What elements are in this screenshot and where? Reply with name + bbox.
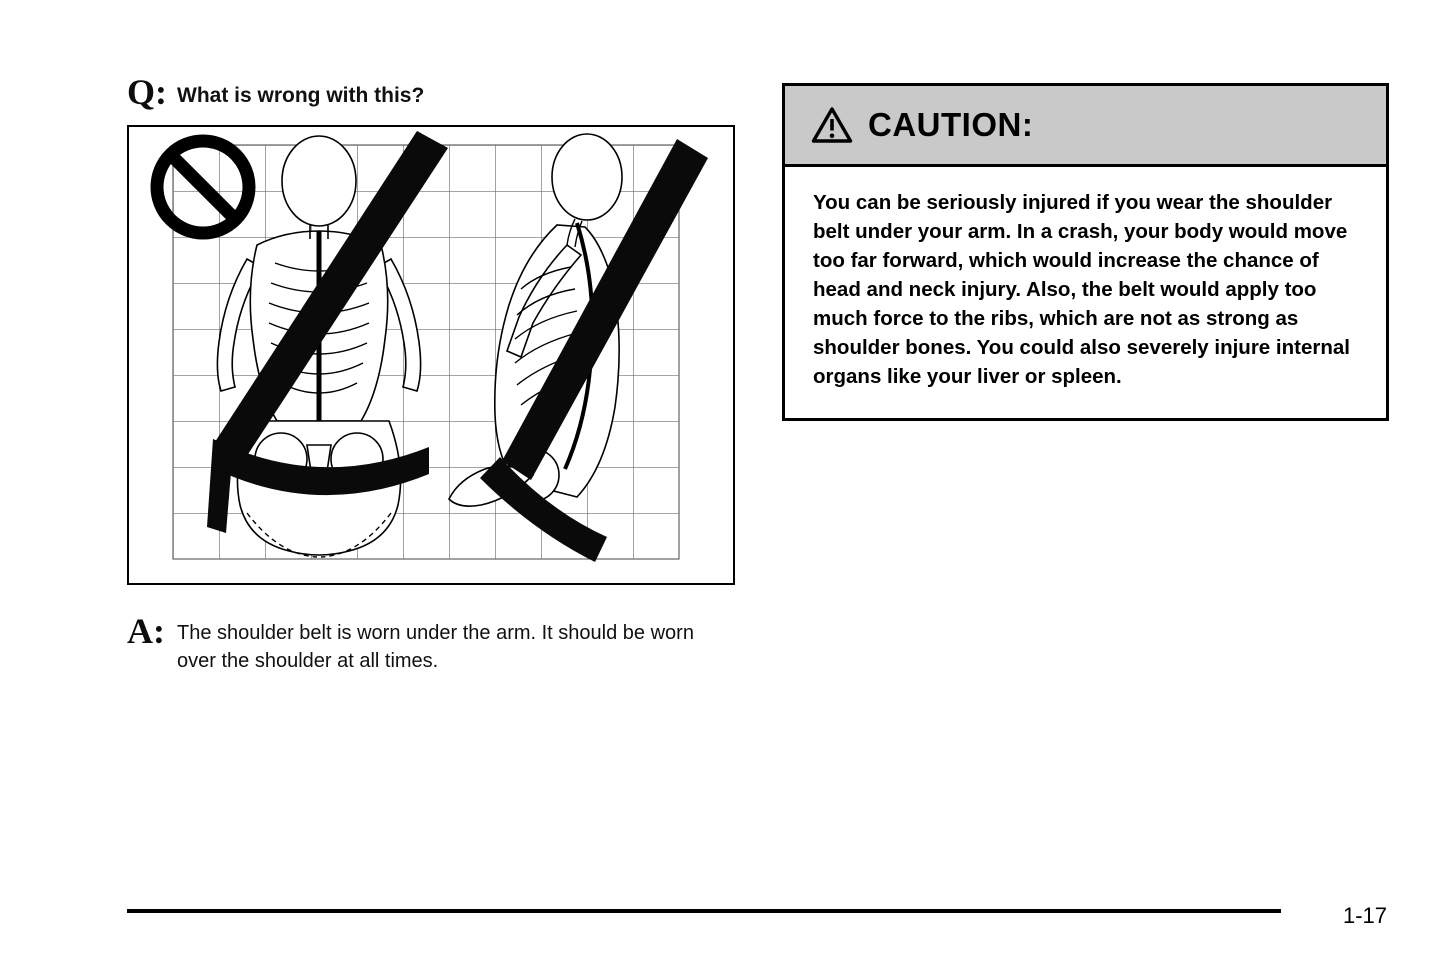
seatbelt-illustration	[127, 125, 735, 585]
caution-box	[782, 83, 1389, 421]
footer-rule	[127, 909, 1281, 913]
answer-text: The shoulder belt is worn under the arm. It should be worn over the shoulder at all times.	[177, 622, 694, 672]
caution-header	[785, 86, 1386, 167]
caution-body-text: You can be seriously injured if you wear the shoulder belt under your arm. In a crash, your body would move too far forward, which would increase the chance of head and neck injury. Also, the belt would apply too much force to the ribs, which are not as strong as shoulder bones. You could also severely injure internal organs like your liver or spleen.	[813, 191, 1350, 388]
answer-label: A:	[127, 611, 165, 651]
question-label: Q:	[127, 72, 167, 112]
page-number: 1-17	[1343, 903, 1388, 928]
answer-row	[127, 613, 739, 675]
warning-triangle-icon	[811, 106, 853, 144]
question-row	[127, 74, 767, 110]
caution-title: CAUTION:	[868, 106, 1034, 143]
seatbelt-illustration-svg	[129, 127, 733, 583]
question-text: What is wrong with this?	[177, 84, 425, 107]
